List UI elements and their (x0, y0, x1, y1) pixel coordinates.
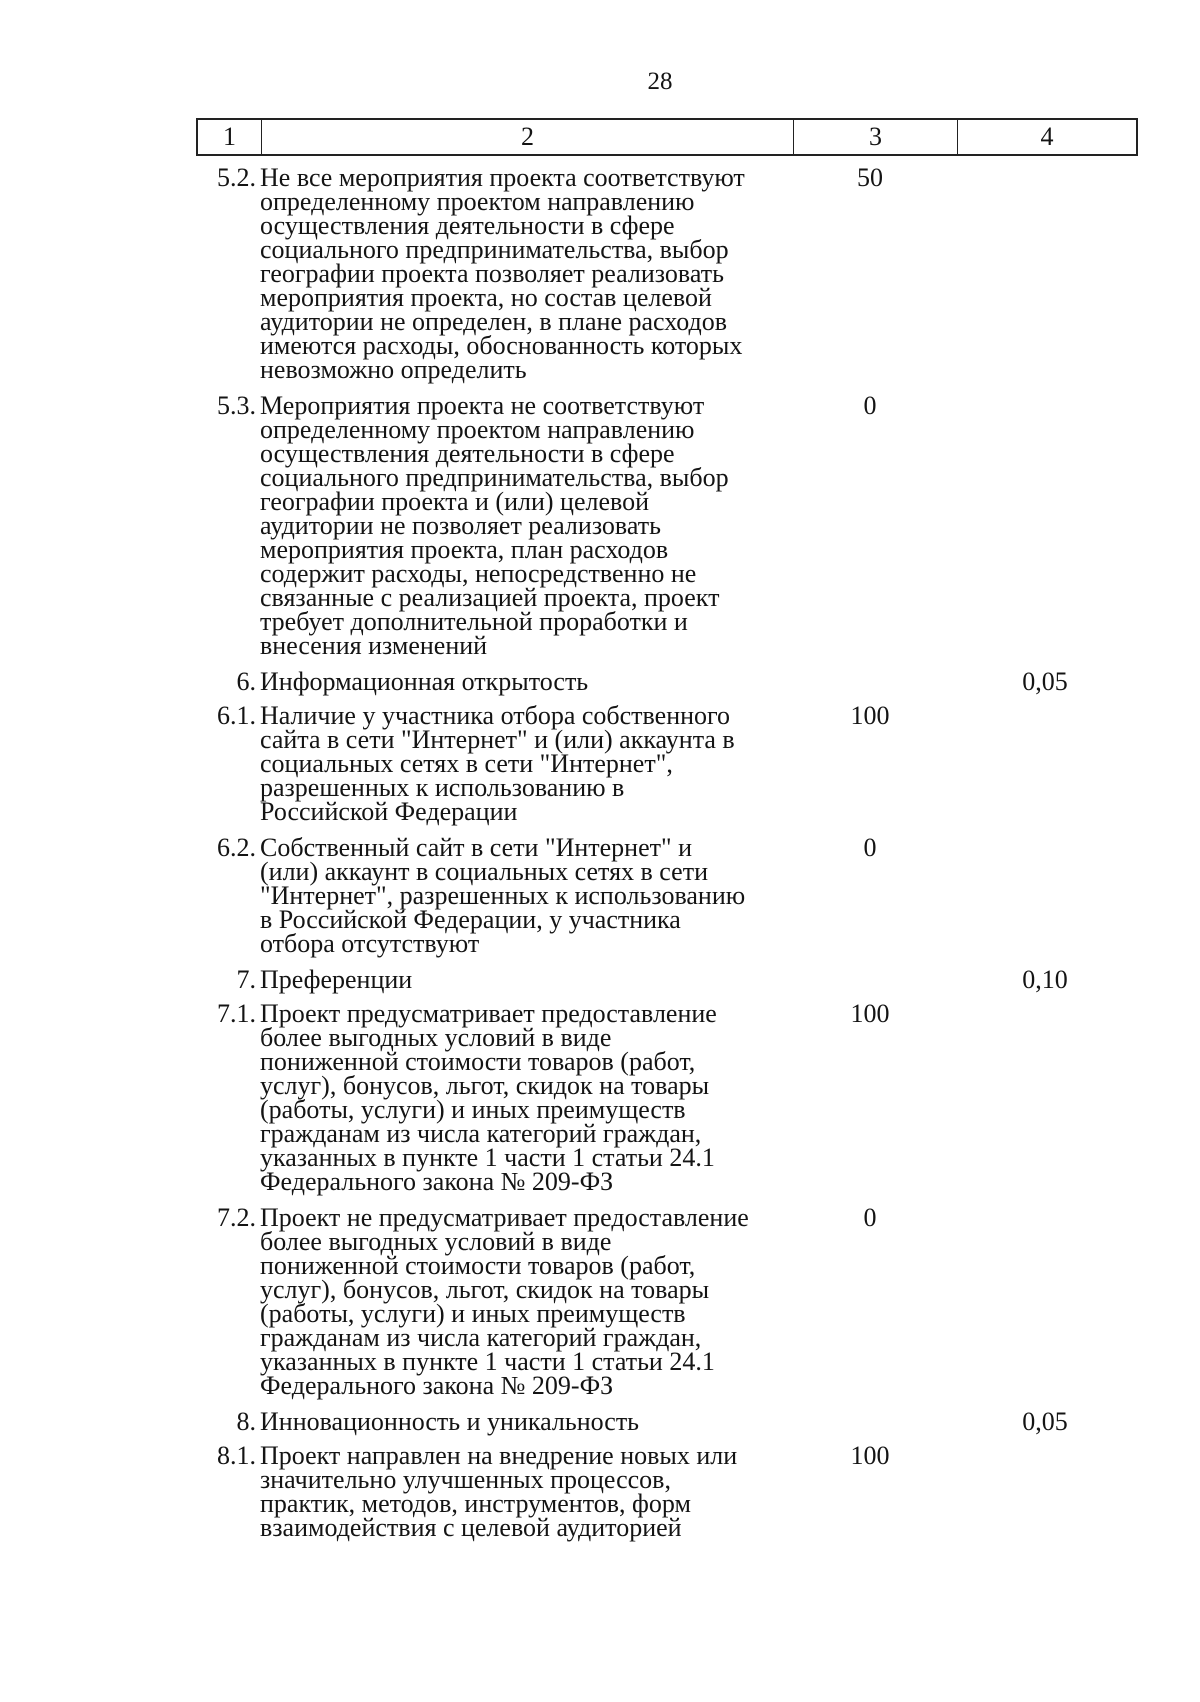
row-number: 8.1. (217, 1441, 256, 1470)
description-line: отбора отсутствуют (260, 929, 480, 958)
description-line: (работы, услуги) и иных преимуществ (260, 1299, 686, 1328)
description-line: указанных в пункте 1 части 1 статьи 24.1 (260, 1143, 715, 1172)
description-line: более выгодных условий в виде (260, 1227, 612, 1256)
row-score: 100 (850, 999, 890, 1028)
row-score: 0 (863, 833, 877, 862)
header-cell-4: 4 (1040, 122, 1054, 151)
description-line: гражданам из числа категорий граждан, (260, 1323, 702, 1352)
row-weight: 0,10 (1022, 965, 1068, 994)
description-line: (или) аккаунт в социальных сетях в сети (260, 857, 708, 886)
row-description (256, 1203, 788, 1400)
description-line: Российской Федерации (260, 797, 518, 826)
description-line: услуг), бонусов, льгот, скидок на товары (260, 1071, 710, 1100)
header-cell-2: 2 (262, 120, 794, 154)
description-line: Не все мероприятия проекта соответствуют (260, 163, 745, 192)
row-number: 7.2. (217, 1203, 256, 1232)
row-number: 6.2. (217, 833, 256, 862)
row-score: 100 (850, 1441, 890, 1470)
description-line: определенному проектом направлению (260, 187, 695, 216)
description-line: аудитории не определен, в плане расходов (260, 307, 727, 336)
table-row (196, 391, 1138, 660)
description-line: практик, методов, инструментов, форм (260, 1489, 691, 1518)
row-description (256, 965, 788, 994)
row-weight: 0,05 (1022, 667, 1068, 696)
description-line: Проект направлен на внедрение новых или (260, 1441, 738, 1470)
description-line: географии проекта и (или) целевой (260, 487, 650, 516)
description-line: пониженной стоимости товаров (работ, (260, 1047, 696, 1076)
description-line: осуществления деятельности в сфере (260, 211, 675, 240)
row-number: 6. (236, 667, 256, 696)
description-line: Собственный сайт в сети "Интернет" и (260, 833, 693, 862)
description-line: определенному проектом направлению (260, 415, 695, 444)
header-cell-3: 3 (794, 120, 958, 154)
description-line: Преференции (260, 965, 413, 994)
row-description (256, 163, 788, 384)
table-row (196, 163, 1138, 384)
description-line: связанные с реализацией проекта, проект (260, 583, 720, 612)
table-body (196, 163, 1138, 1552)
description-line: Наличие у участника отбора собственного (260, 701, 731, 730)
row-description (256, 1407, 788, 1436)
description-line: требует дополнительной проработки и (260, 607, 688, 636)
row-description (256, 999, 788, 1196)
row-score: 50 (857, 163, 883, 192)
description-line: (работы, услуги) и иных преимуществ (260, 1095, 686, 1124)
table-row (196, 667, 1138, 696)
description-line: сайта в сети "Интернет" и (или) аккаунта в (260, 725, 735, 754)
description-line: мероприятия проекта, план расходов (260, 535, 669, 564)
table-row (196, 1407, 1138, 1436)
description-line: невозможно определить (260, 355, 527, 384)
description-line: Информационная открытость (260, 667, 589, 696)
description-line: Федерального закона № 209-ФЗ (260, 1371, 614, 1400)
row-score: 0 (863, 391, 877, 420)
description-line: мероприятия проекта, но состав целевой (260, 283, 712, 312)
description-line: разрешенных к использованию в (260, 773, 625, 802)
row-score: 100 (850, 701, 890, 730)
row-number: 5.2. (217, 163, 256, 192)
table-row (196, 1203, 1138, 1400)
row-number: 6.1. (217, 701, 256, 730)
description-line: более выгодных условий в виде (260, 1023, 612, 1052)
description-line: Мероприятия проекта не соответствуют (260, 391, 705, 420)
description-line: значительно улучшенных процессов, (260, 1465, 671, 1494)
description-line: социального предпринимательства, выбор (260, 463, 729, 492)
row-description (256, 667, 788, 696)
description-line: услуг), бонусов, льгот, скидок на товары (260, 1275, 710, 1304)
table-row (196, 999, 1138, 1196)
row-number: 5.3. (217, 391, 256, 420)
description-line: гражданам из числа категорий граждан, (260, 1119, 702, 1148)
description-line: "Интернет", разрешенных к использованию (260, 881, 746, 910)
table-row (196, 833, 1138, 958)
description-line: взаимодействия с целевой аудиторией (260, 1513, 682, 1542)
row-number: 8. (236, 1407, 256, 1436)
row-weight: 0,05 (1022, 1407, 1068, 1436)
description-line: содержит расходы, непосредственно не (260, 559, 697, 588)
table-row (196, 1441, 1138, 1542)
description-line: Инновационность и уникальность (260, 1407, 640, 1436)
table-row (196, 701, 1138, 826)
page-number: 28 (647, 68, 673, 95)
row-description (256, 391, 788, 660)
row-number: 7.1. (217, 999, 256, 1028)
description-line: внесения изменений (260, 631, 488, 660)
row-score: 0 (863, 1203, 877, 1232)
row-number: 7. (236, 965, 256, 994)
table-row (196, 965, 1138, 994)
description-line: осуществления деятельности в сфере (260, 439, 675, 468)
description-line: в Российской Федерации, у участника (260, 905, 681, 934)
description-line: географии проекта позволяет реализовать (260, 259, 724, 288)
description-line: пониженной стоимости товаров (работ, (260, 1251, 696, 1280)
description-line: Федерального закона № 209-ФЗ (260, 1167, 614, 1196)
description-line: указанных в пункте 1 части 1 статьи 24.1 (260, 1347, 715, 1376)
description-line: Проект предусматривает предоставление (260, 999, 717, 1028)
header-cell-1: 1 (198, 120, 262, 154)
table-header (196, 118, 1138, 156)
description-line: социального предпринимательства, выбор (260, 235, 729, 264)
description-line: Проект не предусматривает предоставление (260, 1203, 749, 1232)
description-line: имеются расходы, обоснованность которых (260, 331, 743, 360)
description-line: аудитории не позволяет реализовать (260, 511, 661, 540)
row-description (256, 701, 788, 826)
description-line: социальных сетях в сети "Интернет", (260, 749, 673, 778)
row-description (256, 1441, 788, 1542)
row-description (256, 833, 788, 958)
